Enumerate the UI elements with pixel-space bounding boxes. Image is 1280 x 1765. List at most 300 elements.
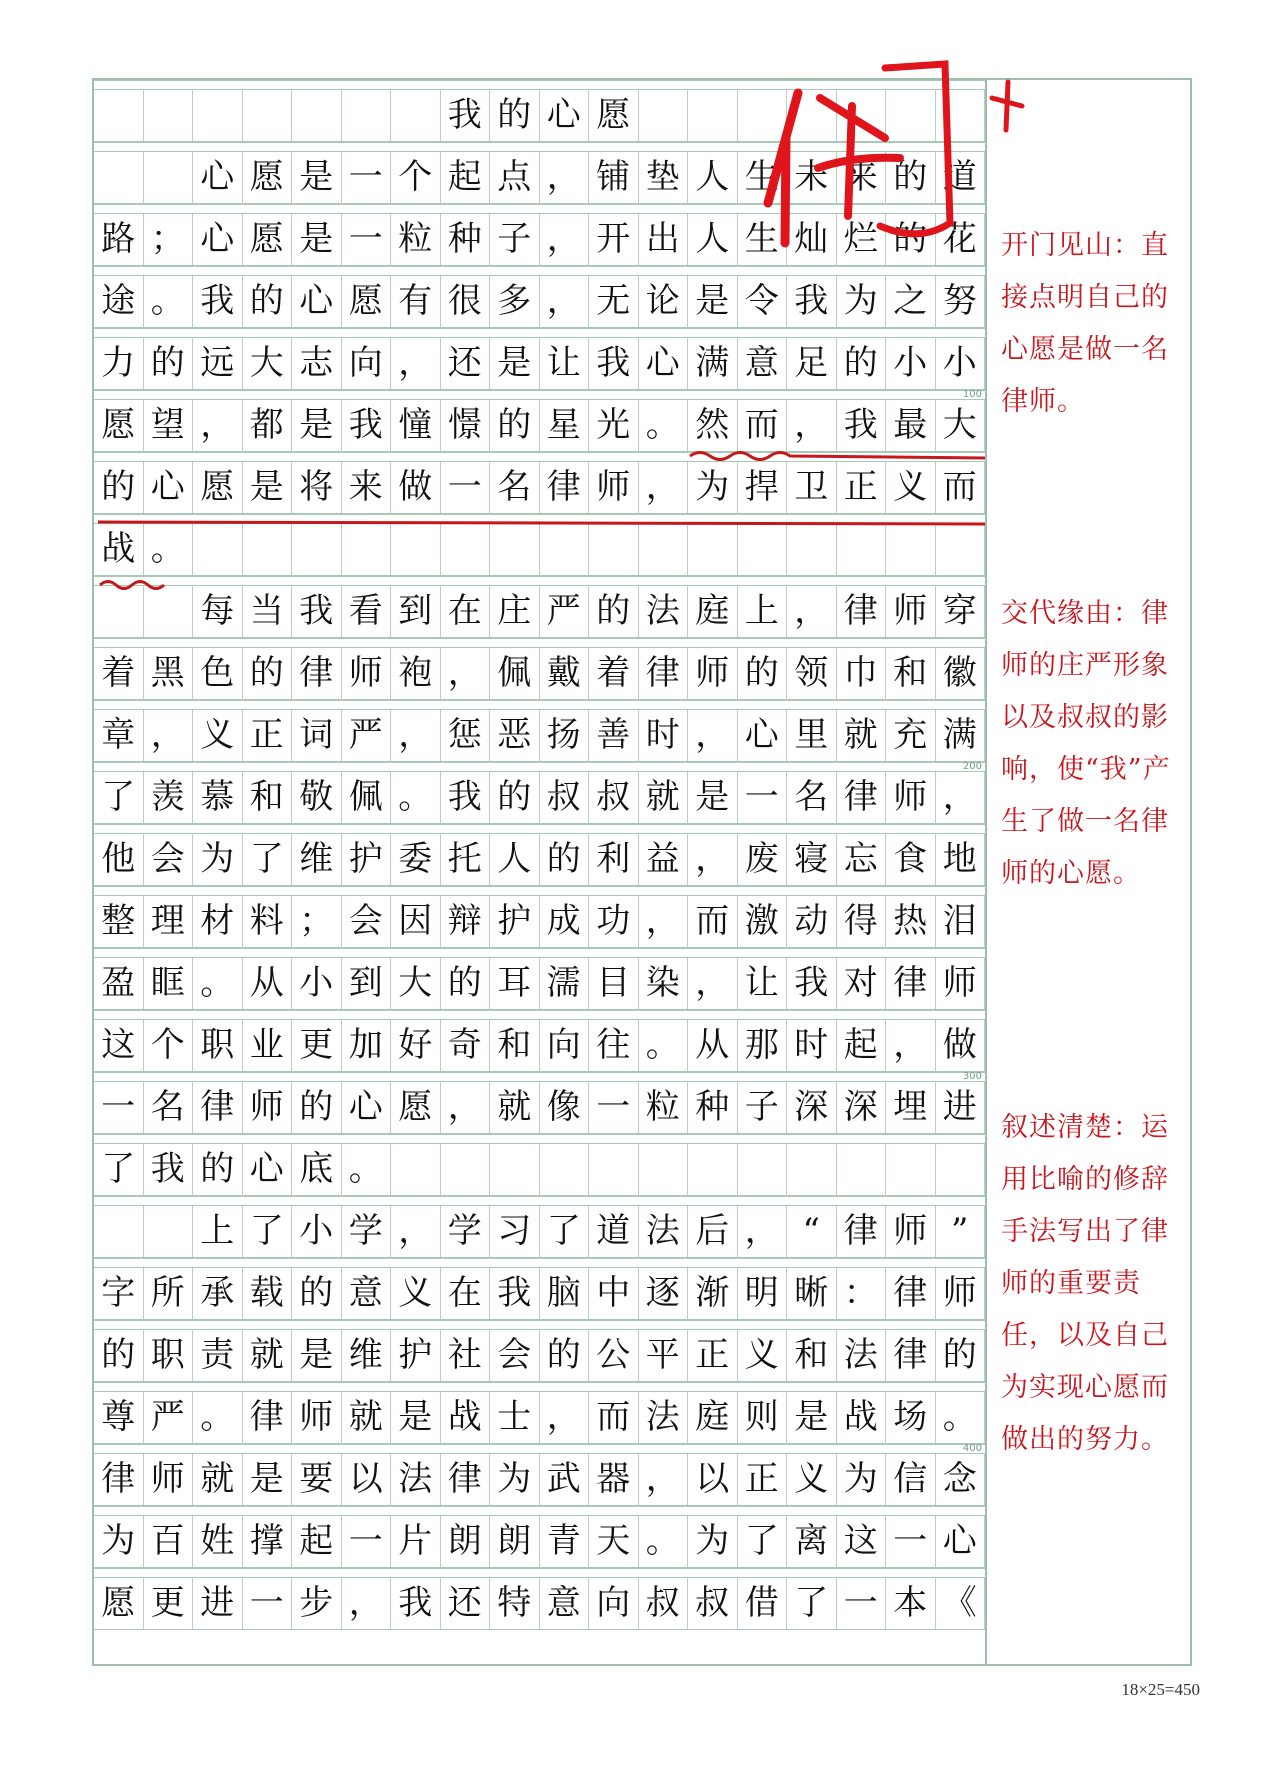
grid-cell: 一 <box>342 1516 392 1567</box>
grid-cell <box>490 1144 540 1195</box>
grid-cell: 律 <box>886 1330 936 1381</box>
grid-cell <box>639 524 689 575</box>
grid-cell: 烂 <box>837 214 887 265</box>
grid-cell: 我 <box>342 400 392 451</box>
row-cells <box>94 586 985 638</box>
grid-row <box>94 1382 985 1444</box>
grid-cell: 很 <box>441 276 491 327</box>
grid-cell: 心 <box>936 1516 986 1567</box>
grid-cell: 的 <box>936 1330 986 1381</box>
grid-cell: 念 <box>936 1454 986 1505</box>
grid-cell: 领 <box>787 648 837 699</box>
grid-cell: 一 <box>738 772 788 823</box>
grid-cell: 百 <box>144 1516 194 1567</box>
grid-cell: 的 <box>94 1330 144 1381</box>
grid-cell: 像 <box>540 1082 590 1133</box>
grid-cell: 了 <box>243 1206 293 1257</box>
grid-cell: 律 <box>243 1392 293 1443</box>
grid-cell: 灿 <box>787 214 837 265</box>
grid-row <box>94 1506 985 1568</box>
grid-cell: 更 <box>144 1578 194 1629</box>
grid-cell: 心 <box>193 152 243 203</box>
grid-cell: 远 <box>193 338 243 389</box>
grid-cell: 努 <box>936 276 986 327</box>
grid-cell: 子 <box>490 214 540 265</box>
grid-cell: 激 <box>738 896 788 947</box>
grid-row <box>94 1196 985 1258</box>
grid-cell: 武 <box>540 1454 590 1505</box>
grid-cell: ” <box>936 1206 986 1257</box>
grid-cell: 来 <box>837 152 887 203</box>
grid-cell: 往 <box>589 1020 639 1071</box>
grid-cell: ， <box>639 1454 689 1505</box>
grid-cell: 就 <box>342 1392 392 1443</box>
grid-cell: 是 <box>292 400 342 451</box>
grid-cell <box>738 524 788 575</box>
grid-cell: 时 <box>639 710 689 761</box>
grid-cell: 对 <box>837 958 887 1009</box>
grid-cell: 义 <box>787 1454 837 1505</box>
grid-cell: 花 <box>936 214 986 265</box>
grid-cell: 严 <box>144 1392 194 1443</box>
grid-cell: 惩 <box>441 710 491 761</box>
grid-cell <box>441 524 491 575</box>
grid-cell: 心 <box>243 1144 293 1195</box>
grid-cell: 一 <box>243 1578 293 1629</box>
grid-cell: 粒 <box>639 1082 689 1133</box>
row-spacer <box>94 390 985 400</box>
grid-cell: 人 <box>688 214 738 265</box>
grid-cell: 上 <box>738 586 788 637</box>
grid-cell: 是 <box>391 1392 441 1443</box>
grid-cell <box>936 1144 986 1195</box>
grid-capacity-label: 18×25=450 <box>1121 1680 1200 1699</box>
grid-cell: ， <box>540 214 590 265</box>
grid-cell <box>688 1144 738 1195</box>
grid-cell: 职 <box>144 1330 194 1381</box>
grid-cell: 小 <box>292 958 342 1009</box>
grid-cell: 维 <box>342 1330 392 1381</box>
grid-cell: 。 <box>144 276 194 327</box>
grid-cell: 个 <box>144 1020 194 1071</box>
comment-2: 交代缘由：律师的庄严形象以及叔叔的影响，使“我”产生了做一名律师的心愿。 <box>1001 598 1171 889</box>
grid-cell <box>886 1144 936 1195</box>
grid-cell: ， <box>540 152 590 203</box>
grid-cell: 他 <box>94 834 144 885</box>
grid-cell: 的 <box>738 648 788 699</box>
grid-cell: 是 <box>688 276 738 327</box>
grid-cell: 寝 <box>787 834 837 885</box>
grid-cell: 将 <box>292 462 342 513</box>
grid-cell: 律 <box>292 648 342 699</box>
grid-cell: 加 <box>342 1020 392 1071</box>
grid-cell: 辩 <box>441 896 491 947</box>
grid-cell: 师 <box>292 1392 342 1443</box>
grid-cell: ； <box>292 896 342 947</box>
grid-cell: 徽 <box>936 648 986 699</box>
grid-cell: 小 <box>292 1206 342 1257</box>
grid-cell: 巾 <box>837 648 887 699</box>
grid-cell: ， <box>391 1206 441 1257</box>
grade-text: 优+ <box>760 38 762 39</box>
grid-cell: 意 <box>342 1268 392 1319</box>
grid-row <box>94 452 985 514</box>
grid-cell: 特 <box>490 1578 540 1629</box>
grid-cell: 到 <box>391 586 441 637</box>
grid-cell: 大 <box>243 338 293 389</box>
grid-cell: 载 <box>243 1268 293 1319</box>
grid-cell: 心 <box>193 214 243 265</box>
grid-cell: 师 <box>886 772 936 823</box>
grid-cell: 义 <box>193 710 243 761</box>
grid-cell: 向 <box>540 1020 590 1071</box>
grid-cell: 愿 <box>94 400 144 451</box>
grid-cell: 的 <box>837 338 887 389</box>
grid-cell: 大 <box>936 400 986 451</box>
grid-cell: 姓 <box>193 1516 243 1567</box>
grid-cell: 是 <box>292 214 342 265</box>
grid-cell: 叔 <box>540 772 590 823</box>
grid-cell: 了 <box>738 1516 788 1567</box>
grid-cell: 敬 <box>292 772 342 823</box>
grid-row <box>94 1568 985 1630</box>
grid-cell: 以 <box>688 1454 738 1505</box>
grid-cell: 明 <box>738 1268 788 1319</box>
grid-cell: 律 <box>639 648 689 699</box>
grid-cell: 了 <box>94 772 144 823</box>
grid-cell: 护 <box>342 834 392 885</box>
row-spacer <box>94 762 985 772</box>
grid-cell: 就 <box>243 1330 293 1381</box>
grid-cell <box>688 90 738 141</box>
grid-cell: 业 <box>243 1020 293 1071</box>
grid-cell: 法 <box>639 586 689 637</box>
row-spacer <box>94 886 985 896</box>
grid-cell: 就 <box>193 1454 243 1505</box>
grid-cell: 的 <box>193 1144 243 1195</box>
grid-cell: 平 <box>639 1330 689 1381</box>
grid-cell: 是 <box>490 338 540 389</box>
grid-cell: 好 <box>391 1020 441 1071</box>
grid-cell: 热 <box>886 896 936 947</box>
grid-cell: 心 <box>540 90 590 141</box>
grid-cell <box>144 1206 194 1257</box>
grid-cell: 人 <box>688 152 738 203</box>
grid-cell: 师 <box>688 648 738 699</box>
grid-cell: 论 <box>639 276 689 327</box>
grid-cell: 和 <box>886 648 936 699</box>
grid-cell: 我 <box>144 1144 194 1195</box>
row-cells <box>94 1454 985 1506</box>
grid-cell: 的 <box>292 1082 342 1133</box>
grid-cell: ， <box>886 1020 936 1071</box>
grid-cell <box>144 586 194 637</box>
grid-cell: 袍 <box>391 648 441 699</box>
grade-mark <box>760 38 1040 248</box>
grid-cell: 底 <box>292 1144 342 1195</box>
grid-cell: 心 <box>292 276 342 327</box>
grid-cell: 师 <box>243 1082 293 1133</box>
grid-cell: 生 <box>738 152 788 203</box>
grid-cell: 一 <box>589 1082 639 1133</box>
grid-cell: 点 <box>490 152 540 203</box>
grid-cell: 有 <box>391 276 441 327</box>
grid-row <box>94 514 985 576</box>
grid-cell: 地 <box>936 834 986 885</box>
grid-cell: 的 <box>490 400 540 451</box>
grid-cell: ， <box>688 834 738 885</box>
grid-cell: 个 <box>391 152 441 203</box>
row-cells <box>94 896 985 948</box>
grid-cell <box>391 90 441 141</box>
grid-cell: 里 <box>787 710 837 761</box>
grid-cell: 借 <box>738 1578 788 1629</box>
grid-cell: 的 <box>243 276 293 327</box>
grid-row <box>94 762 985 824</box>
grid-cell: 是 <box>688 772 738 823</box>
row-cells <box>94 1082 985 1134</box>
grid-cell: 严 <box>342 710 392 761</box>
grid-cell: 的 <box>94 462 144 513</box>
row-spacer <box>94 1072 985 1082</box>
grid-cell: 渐 <box>688 1268 738 1319</box>
grid-cell: 一 <box>342 214 392 265</box>
grid-cell: 为 <box>688 462 738 513</box>
comment-column <box>985 80 1190 1664</box>
grid-cell <box>94 152 144 203</box>
grid-cell: 因 <box>391 896 441 947</box>
grid-cell: 大 <box>391 958 441 1009</box>
grid-cell: 我 <box>441 90 491 141</box>
grid-cell: 动 <box>787 896 837 947</box>
grid-cell: 深 <box>787 1082 837 1133</box>
grid-cell: 料 <box>243 896 293 947</box>
grid-cell: 整 <box>94 896 144 947</box>
grid-cell: 了 <box>94 1144 144 1195</box>
grid-cell: 黑 <box>144 648 194 699</box>
grid-cell: 濡 <box>540 958 590 1009</box>
grid-cell: 废 <box>738 834 788 885</box>
grid-cell: 师 <box>589 462 639 513</box>
grid-cell: 和 <box>787 1330 837 1381</box>
grid-cell: 然 <box>688 400 738 451</box>
grid-cell: 之 <box>886 276 936 327</box>
grid-cell: 护 <box>391 1330 441 1381</box>
grid-cell: 会 <box>490 1330 540 1381</box>
grid-cell: 《 <box>936 1578 986 1629</box>
grid-cell: 师 <box>886 1206 936 1257</box>
row-spacer <box>94 576 985 586</box>
grid-cell: 法 <box>391 1454 441 1505</box>
grid-cell: 我 <box>391 1578 441 1629</box>
row-spacer <box>94 1506 985 1516</box>
grid-cell: 。 <box>639 1516 689 1567</box>
grid-cell: 朗 <box>490 1516 540 1567</box>
grid-cell: 公 <box>589 1330 639 1381</box>
row-cells <box>94 1392 985 1444</box>
grid-cell: 在 <box>441 1268 491 1319</box>
grid-cell: 上 <box>193 1206 243 1257</box>
grid-cell: 名 <box>144 1082 194 1133</box>
grid-cell <box>787 1144 837 1195</box>
grid-cell: 是 <box>292 152 342 203</box>
grid-cell: 小 <box>936 338 986 389</box>
grid-cell: 义 <box>391 1268 441 1319</box>
grid-cell: 士 <box>490 1392 540 1443</box>
grid-cell: 战 <box>441 1392 491 1443</box>
grid-cell: 中 <box>589 1268 639 1319</box>
grid-cell: ， <box>342 1578 392 1629</box>
row-spacer <box>94 1196 985 1206</box>
grid-cell: 力 <box>94 338 144 389</box>
grid-cell: 子 <box>738 1082 788 1133</box>
grid-cell <box>391 1144 441 1195</box>
grid-cell: ， <box>639 896 689 947</box>
grid-cell: 卫 <box>787 462 837 513</box>
row-spacer <box>94 1134 985 1144</box>
grid-cell: 开 <box>589 214 639 265</box>
grid-cell: 信 <box>886 1454 936 1505</box>
grid-cell: 功 <box>589 896 639 947</box>
grid-cell <box>490 524 540 575</box>
grid-cell <box>292 90 342 141</box>
grid-cell: 生 <box>738 214 788 265</box>
grid-cell: 维 <box>292 834 342 885</box>
grid-cell: 晰 <box>787 1268 837 1319</box>
grid-cell: ， <box>688 710 738 761</box>
grid-cell: 我 <box>490 1268 540 1319</box>
grid-cell: 盈 <box>94 958 144 1009</box>
grid-cell: 让 <box>738 958 788 1009</box>
grid-row <box>94 576 985 638</box>
row-cells <box>94 958 985 1010</box>
grid-cell: 为 <box>193 834 243 885</box>
grid-cell: 章 <box>94 710 144 761</box>
grid-cell: 眶 <box>144 958 194 1009</box>
grid-cell: 心 <box>144 462 194 513</box>
grid-cell: ， <box>540 1392 590 1443</box>
grid-cell: 我 <box>292 586 342 637</box>
grid-cell: 是 <box>243 1454 293 1505</box>
grid-row <box>94 638 985 700</box>
grid-cell: 都 <box>243 400 293 451</box>
grid-cell: 未 <box>787 152 837 203</box>
grid-cell: 而 <box>589 1392 639 1443</box>
grid-cell: 学 <box>441 1206 491 1257</box>
grid-cell: 是 <box>787 1392 837 1443</box>
grid-cell: ； <box>144 214 194 265</box>
grid-cell: 庭 <box>688 586 738 637</box>
row-cells <box>94 462 985 514</box>
grid-cell <box>837 524 887 575</box>
grid-cell <box>243 90 293 141</box>
grid-cell: 人 <box>490 834 540 885</box>
grid-cell: 途 <box>94 276 144 327</box>
grid-cell: 的 <box>490 772 540 823</box>
grid-cell: 正 <box>738 1454 788 1505</box>
grid-cell: 令 <box>738 276 788 327</box>
row-cells <box>94 1206 985 1258</box>
grid-cell: 愿 <box>342 276 392 327</box>
grid-cell: 叔 <box>589 772 639 823</box>
grid-cell: 而 <box>688 896 738 947</box>
grid-cell: 在 <box>441 586 491 637</box>
grid-cell <box>243 524 293 575</box>
grid-cell: 律 <box>886 958 936 1009</box>
grid-cell: 星 <box>540 400 590 451</box>
grid-cell: 的 <box>490 90 540 141</box>
grid-cell: 食 <box>886 834 936 885</box>
row-spacer <box>94 948 985 958</box>
grid-cell: 小 <box>886 338 936 389</box>
row-cells <box>94 524 985 576</box>
grid-cell: 路 <box>94 214 144 265</box>
grid-row <box>94 700 985 762</box>
grid-cell: 愿 <box>193 462 243 513</box>
grid-row <box>94 948 985 1010</box>
grid-cell: 目 <box>589 958 639 1009</box>
grid-cell: 做 <box>391 462 441 513</box>
grid-cell: 就 <box>639 772 689 823</box>
grid-cell <box>94 586 144 637</box>
grid-cell: 羡 <box>144 772 194 823</box>
grid-cell: 正 <box>243 710 293 761</box>
grid-cell: 逐 <box>639 1268 689 1319</box>
grid-cell <box>787 524 837 575</box>
grid-cell: 严 <box>540 586 590 637</box>
grid-cell: 法 <box>639 1206 689 1257</box>
row-spacer <box>94 328 985 338</box>
grid-cell: 穿 <box>936 586 986 637</box>
grid-cell: 师 <box>342 648 392 699</box>
grid-cell: 律 <box>837 772 887 823</box>
grid-cell <box>193 90 243 141</box>
grid-cell: 师 <box>936 958 986 1009</box>
grid-cell: 战 <box>837 1392 887 1443</box>
grid-cell: 场 <box>886 1392 936 1443</box>
row-cells <box>94 1516 985 1568</box>
grid-cell: 要 <box>292 1454 342 1505</box>
grid-row <box>94 824 985 886</box>
row-spacer <box>94 266 985 276</box>
grid-cell: 埋 <box>886 1082 936 1133</box>
grid-cell: 会 <box>144 834 194 885</box>
grid-cell: 意 <box>738 338 788 389</box>
grid-cell: 的 <box>243 648 293 699</box>
grid-cell: 愿 <box>94 1578 144 1629</box>
grid-cell: 我 <box>193 276 243 327</box>
grid-cell: 的 <box>589 586 639 637</box>
grid-cell: “ <box>787 1206 837 1257</box>
grid-cell: 粒 <box>391 214 441 265</box>
grid-cell: ： <box>837 1268 887 1319</box>
grid-cell: 了 <box>540 1206 590 1257</box>
grid-cell: 天 <box>589 1516 639 1567</box>
grid-cell <box>589 524 639 575</box>
grid-cell <box>540 1144 590 1195</box>
row-cells <box>94 1330 985 1382</box>
grid-cell: 的 <box>540 1330 590 1381</box>
grid-cell: 律 <box>540 462 590 513</box>
grid-cell: 这 <box>837 1516 887 1567</box>
grid-cell: ， <box>639 462 689 513</box>
grid-cell: 。 <box>342 1144 392 1195</box>
grid-cell: ， <box>787 586 837 637</box>
grid-cell: 师 <box>886 586 936 637</box>
grid-cell: 和 <box>490 1020 540 1071</box>
grid-cell: 着 <box>589 648 639 699</box>
grid-cell: 道 <box>589 1206 639 1257</box>
